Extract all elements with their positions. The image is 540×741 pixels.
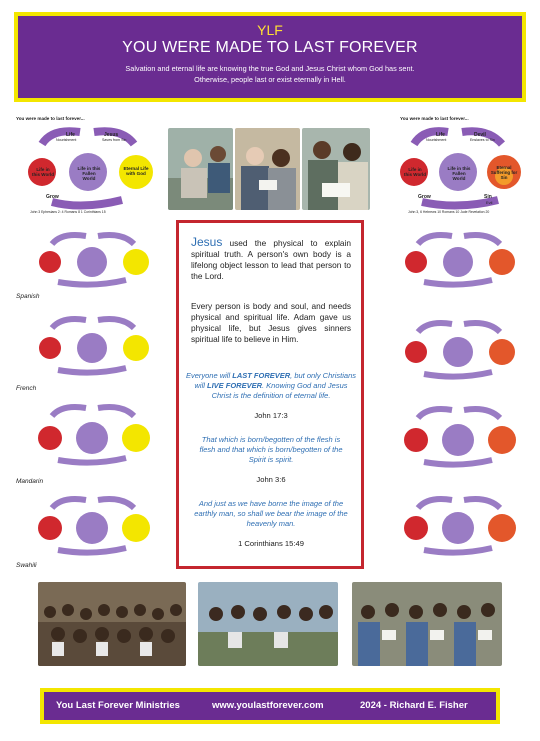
- card-paragraph-1-text: used the physical to explain spiritual truth. A person's own body is a lifelong object lesson to lead that person to the Lord.: [191, 238, 351, 281]
- right-diagram-life: Life: [436, 132, 445, 138]
- language-swahili: Swahili: [16, 562, 37, 569]
- card-ref-3: 1 Corinthians 15:49: [238, 539, 304, 548]
- photo-students-cards-image: [352, 582, 502, 666]
- right-diagram-devil-sub: Enslaves to Sin: [470, 138, 495, 142]
- right-diagram-grow: Grow: [418, 194, 431, 200]
- card-paragraph-1: [191, 237, 351, 282]
- right-diagram-title: You were made to last forever...: [400, 116, 469, 121]
- header-banner: [18, 16, 522, 98]
- message-card: [176, 220, 364, 569]
- page-title: YOU WERE MADE TO LAST FOREVER: [122, 39, 418, 56]
- left-circle-purple-label: Life in this Fallen World: [77, 166, 101, 181]
- brand-label: YLF: [257, 22, 283, 38]
- spanish-diagram: [22, 228, 162, 288]
- subtitle-line-1: Salvation and eternal life are knowing the true God and Jesus Christ whom God has sent.: [125, 64, 415, 73]
- card-jesus-word: Jesus: [191, 235, 223, 249]
- verse1-part-a: Everyone will: [185, 371, 233, 380]
- photo-pointing-text-image: [302, 128, 370, 210]
- left-diagram-grow: Grow: [46, 194, 59, 200]
- language-spanish: Spanish: [16, 293, 40, 300]
- right-diagram-life-sub: Nourishment: [426, 138, 447, 142]
- language-french: French: [16, 385, 37, 392]
- footer-bar: [44, 692, 496, 720]
- photo-crowd-children-image: [38, 582, 186, 666]
- left-diagram-life-sub: Nourishment: [56, 138, 77, 142]
- right-circle-orange-label: Eternal Suffering for Sin: [490, 165, 518, 180]
- photo-students-cards: [352, 582, 502, 666]
- footer-website[interactable]: www.youlastforever.com: [212, 700, 324, 711]
- verse1-part-e: . Knowing God and Jesus Christ is the definition of eternal life.: [211, 381, 348, 400]
- right-diagram-devil: Devil: [474, 132, 486, 138]
- card-verse-1: [185, 371, 357, 401]
- right-diagram-graphic: [378, 114, 528, 214]
- right-main-diagram: [378, 114, 528, 214]
- left-diagram-life: Life: [66, 132, 75, 138]
- card-ref-2: John 3:6: [256, 475, 286, 484]
- french-diagram: [22, 310, 162, 380]
- photo-group-reading-image: [168, 128, 233, 210]
- card-ref-1: John 17:3: [254, 411, 288, 420]
- right-circle-purple-label: Life in this Fallen World: [447, 166, 471, 181]
- swahili-diagram: [22, 490, 162, 560]
- mandarin-diagram: [22, 398, 162, 470]
- photo-pointing-text: [302, 128, 370, 210]
- right-circle-red-label: Life in this World: [404, 167, 426, 177]
- card-paragraph-2: Every person is body and soul, and needs physical and spiritual life. Adam gave us physical life, but Jesus gives sinners spiritual life to believe in Him.: [191, 301, 351, 344]
- verse1-last-forever: LAST FOREVER: [232, 371, 291, 380]
- right-diagram-refs: John 3, 6 Hebrews 10 Romans 10 Jude Revelation 20: [408, 210, 490, 214]
- french-diagram-right: [388, 314, 528, 384]
- verse1-live-forever: LIVE FOREVER: [207, 381, 263, 390]
- footer-year-author: 2024 - Richard E. Fisher: [360, 700, 468, 711]
- left-main-diagram: [12, 114, 162, 214]
- left-diagram-jesus: Jesus: [104, 132, 119, 138]
- photo-group-reading: [168, 128, 233, 210]
- photo-group-outdoor: [198, 582, 338, 666]
- language-mandarin: Mandarin: [16, 478, 44, 485]
- mandarin-diagram-right: [388, 400, 528, 472]
- subtitle-line-2: Otherwise, people last or exist eternally in Hell.: [194, 75, 346, 84]
- verse1-part-c: , but only Christians will: [194, 371, 357, 390]
- left-diagram-graphic: [12, 114, 162, 214]
- right-diagram-sin: Sin: [484, 194, 492, 200]
- swahili-diagram-right: [388, 490, 528, 560]
- footer-ministry: You Last Forever Ministries: [56, 700, 180, 711]
- photo-men-reading: [235, 128, 300, 210]
- photo-crowd-children: [38, 582, 186, 666]
- left-circle-red-label: Life in this World: [32, 167, 54, 177]
- left-diagram-refs: John 3 Ephesians 2: 4 Romans 8 1 Corinthians 15: [30, 210, 106, 214]
- photo-group-outdoor-image: [198, 582, 338, 666]
- left-diagram-jesus-sub: Saves from Sin: [102, 138, 127, 142]
- left-circle-yellow-label: Eternal Life with God: [123, 166, 149, 176]
- photo-men-reading-image: [235, 128, 300, 210]
- right-diagram-sin-sub: Evil: [486, 200, 493, 205]
- spanish-diagram-right: [388, 228, 528, 288]
- left-diagram-title: You were made to last forever...: [16, 116, 85, 121]
- card-verse-3: And just as we have borne the image of the earthly man, so shall we bear the image of the heavenly man.: [194, 499, 348, 528]
- card-verse-2: That which is born/begotten of the flesh is flesh and that which is born/begotten of the Spirit is spirit.: [199, 435, 343, 464]
